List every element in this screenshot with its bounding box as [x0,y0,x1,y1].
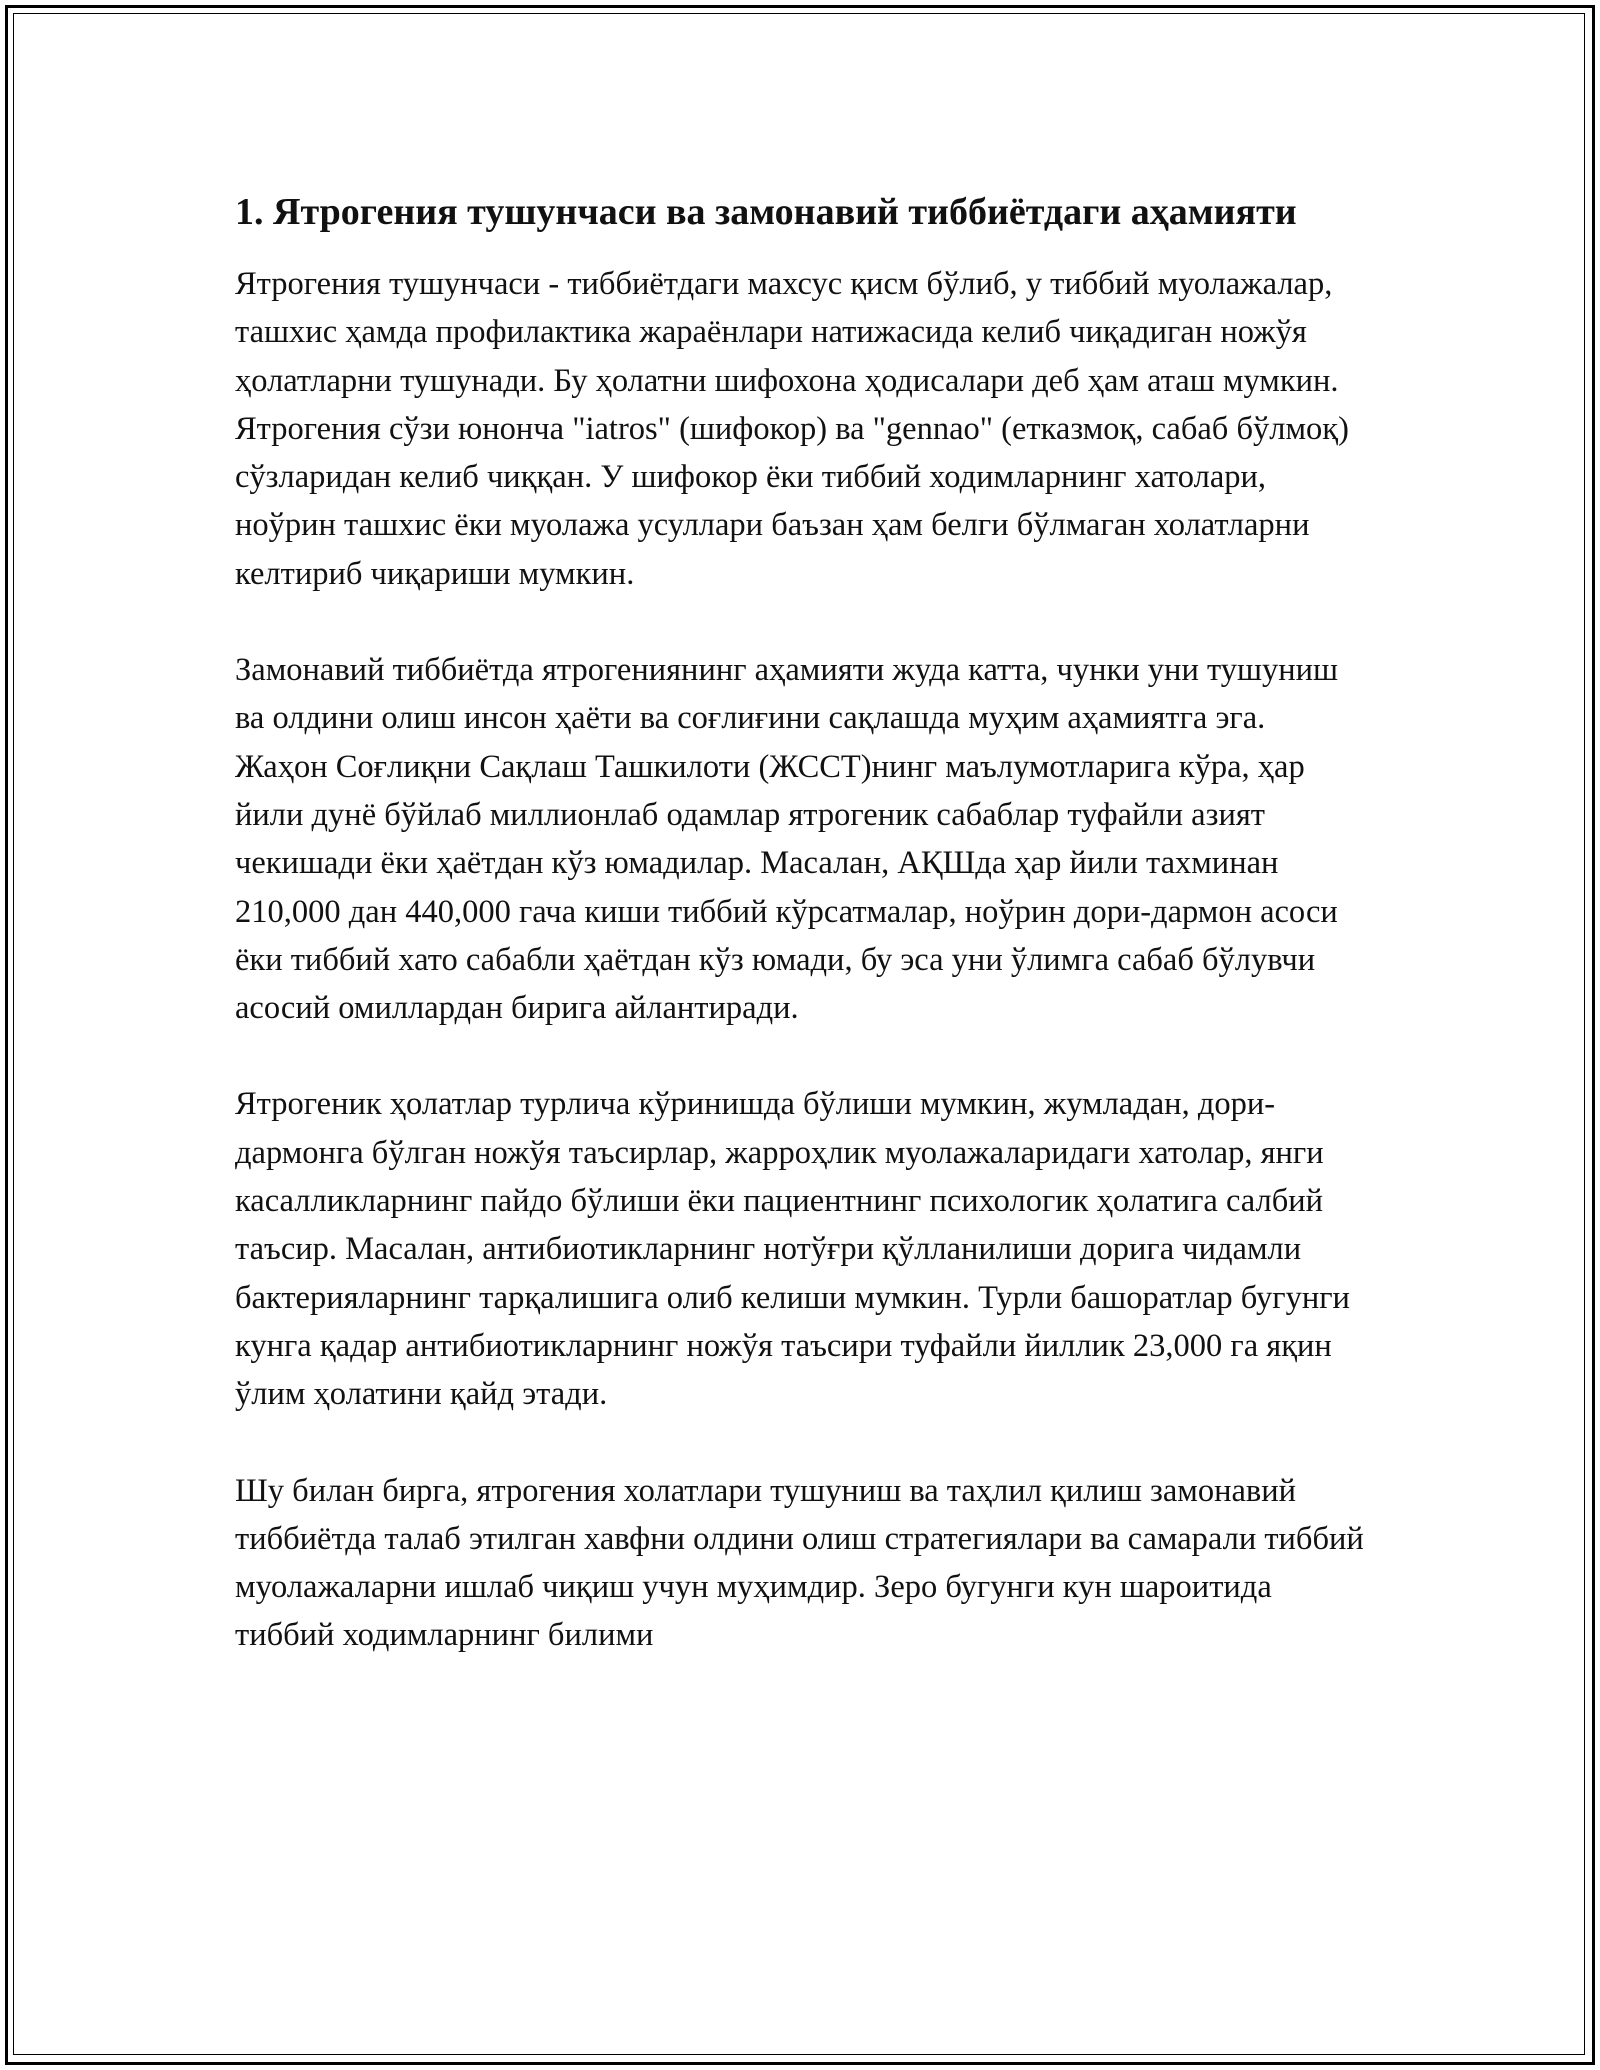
paragraph-prevention: Шу билан бирга, ятрогения холатлари тушуниш ва таҳлил қилиш замонавий тиббиётда талаб этилган хавфни олдини олиш стратегиялари ва самарали тиббий муолажаларни ишлаб чиқиш учун муҳимдир. Зеро бугунги кун шароитида тиббий ходимларнинг билими [235,1472,1364,1654]
paragraph-importance: Замонавий тиббиётда ятрогениянинг аҳамияти жуда катта, чунки уни тушуниш ва олдини олиш инсон ҳаёти ва соғлиғини сақлашда муҳим аҳамиятга эга. Жаҳон Соғлиқни Сақлаш Ташкилоти (ЖССТ)нинг маълумотларига кўра, ҳар йили дунё бўйлаб миллионлаб одамлар ятрогеник сабаблар туфайли азият чекишади ёки ҳаётдан кўз юмадилар. Масалан, АҚШда ҳар йили тахминан 210,000 дан 440,000 гача киши тиббий кўрсатмалар, ноўрин дори-дармон асоси ёки тиббий хато сабабли ҳаётдан кўз юмади, бу эса уни ўлимга сабаб бўлувчи асосий омиллардан бирига айлантиради. [235,652,1339,1027]
document-body [235,184,1365,1708]
section-heading: 1. Ятрогения тушунчаси ва замонавий тиббиётдаги аҳамияти [235,191,1297,233]
paragraph-types: Ятрогеник ҳолатлар турлича кўринишда бўлиши мумкин, жумладан, дори-дармонга бўлган ножўя таъсирлар, жарроҳлик муолажаларидаги хатолар, янги касалликларнинг пайдо бўлиши ёки пациентнинг психологик ҳолатига салбий таъсир. Масалан, антибиотикларнинг нотўғри қўлланилиши дорига чидамли бактерияларнинг тарқалишига олиб келиши мумкин. Турли башоратлар бугунги кунга қадар антибиотикларнинг ножўя таъсири туфайли йиллик 23,000 га яқин ўлим ҳолатини қайд этади. [235,1086,1350,1413]
paragraph-definition: Ятрогения тушунчаси - тиббиётдаги махсус қисм бўлиб, у тиббий муолажалар, ташхис ҳамда профилактика жараёнлари натижасида келиб чиқадиган ножўя ҳолатларни тушунади. Бу ҳолатни шифохона ҳодисалари деб ҳам аташ мумкин. Ятрогения сўзи юнонча "iatros" (шифокор) ва "gennao" (етказмоқ, сабаб бўлмоқ) сўзларидан келиб чиққан. У шифокор ёки тиббий ходимларнинг хатолари, ноўрин ташхис ёки муолажа усуллари баъзан ҳам белги бўлмаган холатларни келтириб чиқариши мумкин. [235,266,1349,592]
